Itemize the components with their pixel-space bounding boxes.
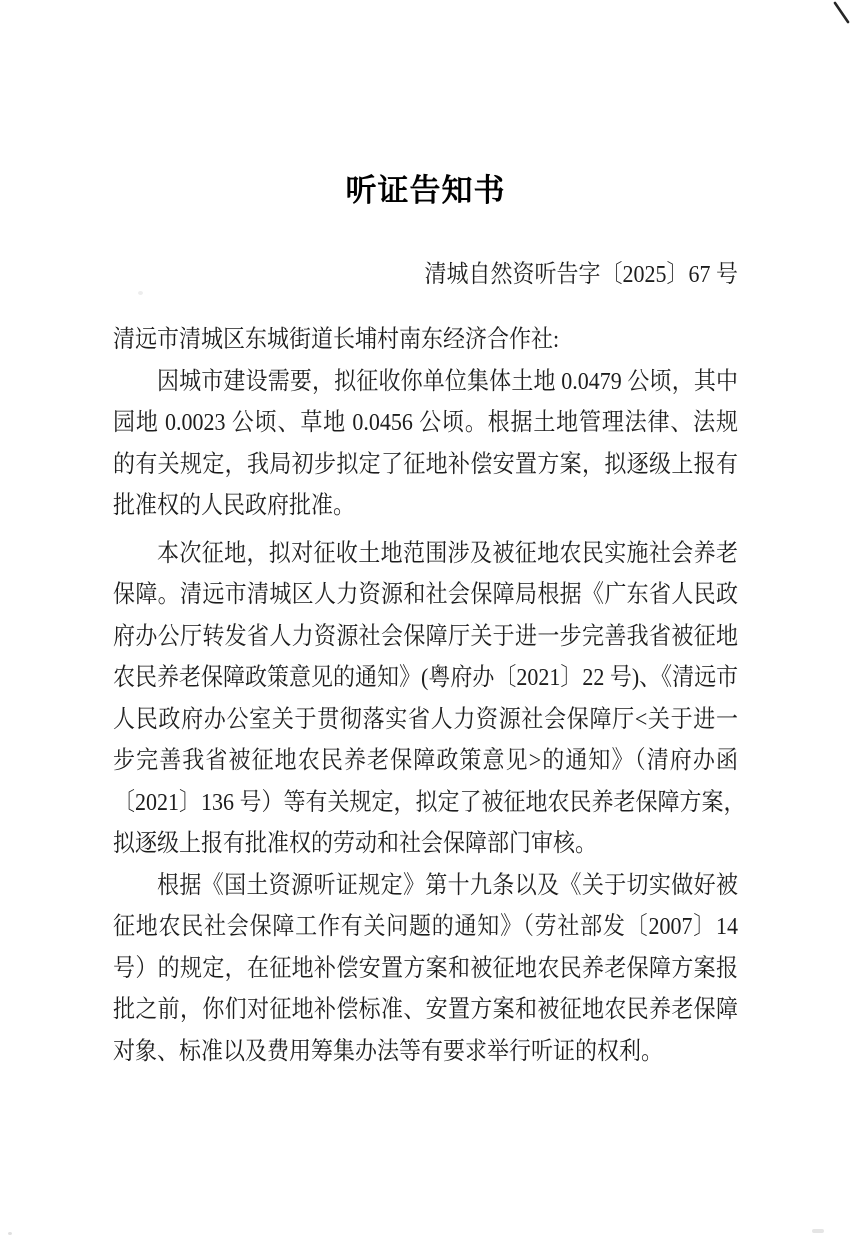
- body-line: 征地农民社会保障工作有关问题的通知》（劳社部发〔2007〕14: [113, 911, 738, 940]
- body-line: 根据《国土资源听证规定》第十九条以及《关于切实做好被: [157, 869, 738, 898]
- body-line: 人民政府办公室关于贯彻落实省人力资源社会保障厅<关于进一: [113, 703, 738, 732]
- scan-speck: [812, 1229, 824, 1233]
- body-line: 拟逐级上报有批准权的劳动和社会保障部门审核。: [113, 828, 598, 857]
- document-number: 清城自然资听告字〔2025〕67 号: [424, 259, 738, 288]
- addressee-line: 清远市清城区东城街道长埔村南东经济合作社:: [113, 324, 560, 353]
- body-line: 批准权的人民政府批准。: [113, 490, 356, 519]
- paragraphs-container: [113, 360, 746, 1072]
- body-line: 的有关规定，我局初步拟定了征地补偿安置方案，拟逐级上报有: [113, 448, 738, 477]
- paragraph: [113, 864, 738, 1072]
- paragraph: [113, 532, 746, 864]
- body-line: 园地 0.0023 公顷、草地 0.0456 公顷。根据土地管理法律、法规: [113, 407, 738, 436]
- body-line: 〔2021〕136 号）等有关规定，拟定了被征地农民养老保障方案，: [113, 786, 746, 815]
- body-line: 因城市建设需要，拟征收你单位集体土地 0.0479 公顷，其中: [157, 365, 738, 394]
- body-line: 号）的规定，在征地补偿安置方案和被征地农民养老保障方案报: [113, 952, 738, 981]
- body-line: 本次征地，拟对征收土地范围涉及被征地农民实施社会养老: [157, 537, 738, 566]
- body-line: 批之前，你们对征地补偿标准、安置方案和被征地农民养老保障: [113, 994, 738, 1023]
- body-line: 府办公厅转发省人力资源社会保障厅关于进一步完善我省被征地: [113, 620, 738, 649]
- document-title: 听证告知书: [345, 173, 506, 208]
- pen-stroke-mark: [835, 3, 848, 22]
- document-body: [113, 318, 746, 1071]
- body-line: 农民养老保障政策意见的通知》(粤府办〔2021〕22 号)、《清远市: [113, 662, 739, 691]
- body-line: 保障。清远市清城区人力资源和社会保障局根据《广东省人民政: [113, 579, 738, 608]
- body-line: 步完善我省被征地农民养老保障政策意见>的通知》（清府办函: [113, 745, 738, 774]
- paragraph: [113, 360, 738, 526]
- body-line: 对象、标准以及费用筹集办法等有要求举行听证的权利。: [113, 1035, 664, 1064]
- scan-speck: [8, 1232, 12, 1235]
